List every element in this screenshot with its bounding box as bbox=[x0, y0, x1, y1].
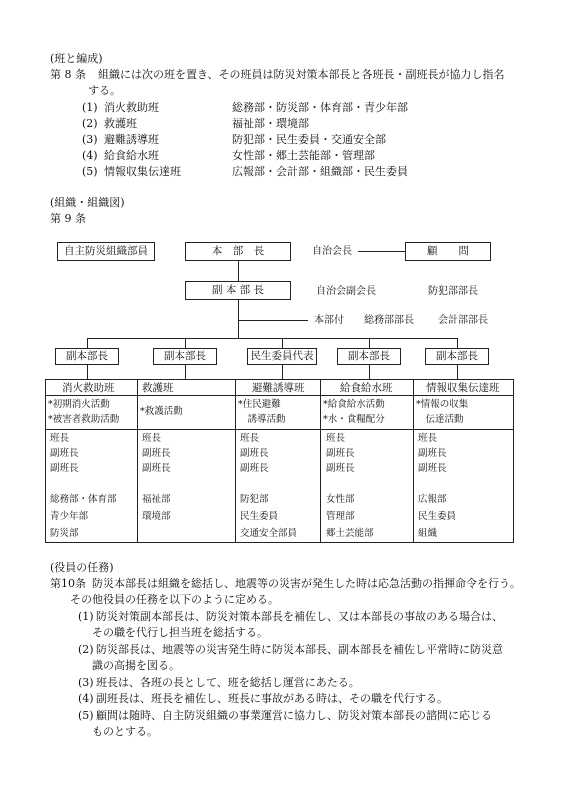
team-activity: 誘導活動 bbox=[238, 414, 286, 425]
team-role: 副班長 bbox=[50, 448, 79, 459]
team-role: 班長 bbox=[240, 433, 260, 444]
team-dept: 総務部・体育部 bbox=[50, 494, 117, 505]
team-dept: 管理部 bbox=[326, 511, 355, 522]
table-rule bbox=[45, 429, 514, 430]
team-members: 総務部・防災部・体育部・青少年部 bbox=[232, 101, 408, 114]
section-heading-org: (組織・組織図) bbox=[50, 196, 125, 209]
duty-text: 防災部長は、地震等の災害発生時に防災本部長、副本部長を補佐し平常時に防災意 bbox=[96, 643, 503, 656]
org-council-chair: 自治会長 bbox=[312, 246, 352, 257]
team-members: 防犯部・民生委員・交通安全部 bbox=[232, 133, 386, 146]
team-role: 副班長 bbox=[240, 448, 269, 459]
duty-text: 識の高揚を図る。 bbox=[92, 659, 180, 672]
connector-line bbox=[87, 338, 88, 348]
connector-line bbox=[457, 365, 458, 379]
team-activity: *被害者救助活動 bbox=[48, 414, 120, 425]
org-council-vice: 自治会副会長 bbox=[316, 286, 376, 297]
connector-line bbox=[87, 338, 457, 339]
org-box-chief: 本 部 長 bbox=[185, 242, 291, 261]
team-activity: *給食給水活動 bbox=[323, 399, 385, 410]
duty-number: (2) bbox=[78, 643, 94, 656]
article-8-text-line1: 組織には次の班を置き、その班員は防災対策本部長と各班長・副班長が協力し指名 bbox=[98, 68, 505, 81]
table-rule bbox=[45, 395, 514, 396]
duty-text: ものとする。 bbox=[92, 725, 158, 738]
org-box-welfare-rep: 民生委員代表 bbox=[247, 348, 317, 365]
org-box-deputy: 副本部長 bbox=[337, 348, 401, 365]
org-box-advisor: 顧 問 bbox=[405, 242, 491, 261]
team-number: (5) bbox=[82, 165, 98, 178]
table-rule bbox=[413, 379, 414, 543]
team-activity: *水・食糧配分 bbox=[323, 414, 385, 425]
team-activity: *住民避難 bbox=[238, 399, 281, 410]
team-dept: 防犯部 bbox=[240, 494, 269, 505]
team-members: 広報部・会計部・組織部・民生委員 bbox=[232, 165, 408, 178]
org-accounting: 会計部部長 bbox=[438, 315, 488, 326]
table-rule bbox=[320, 379, 321, 543]
team-dept: 福祉部 bbox=[142, 494, 171, 505]
team-members: 福祉部・環境部 bbox=[232, 117, 309, 130]
team-name: 給食給水班 bbox=[104, 149, 159, 162]
team-role: 副班長 bbox=[418, 448, 447, 459]
team-number: (1) bbox=[82, 101, 98, 114]
team-number: (2) bbox=[82, 117, 98, 130]
team-dept: 女性部 bbox=[326, 494, 355, 505]
article-10-intro-line2: その他役員の任務を以下のように定める。 bbox=[70, 593, 279, 606]
team-role: 副班長 bbox=[418, 463, 447, 474]
team-dept: 防災部 bbox=[50, 528, 79, 539]
org-general-affairs: 総務部部長 bbox=[364, 315, 414, 326]
team-role: 副班長 bbox=[142, 448, 171, 459]
team-activity: *初期消火活動 bbox=[48, 399, 110, 410]
connector-line bbox=[282, 338, 283, 348]
duty-text: その職を代行し担当班を総括する。 bbox=[92, 626, 268, 639]
org-box-deputy: 副本部長 bbox=[55, 348, 119, 365]
team-name: 救護班 bbox=[104, 117, 137, 130]
duty-text: 防災対策副本部長は、防災対策本部長を補佐し、又は本部長の事故のある場合は、 bbox=[96, 610, 503, 623]
article-label-9: 第 9 条 bbox=[50, 212, 86, 225]
team-role: 班長 bbox=[142, 433, 162, 444]
team-dept: 民生委員 bbox=[240, 511, 279, 522]
duty-text: 副班長は、班長を補佐し、班長に事故がある時は、その職を代行する。 bbox=[96, 692, 448, 705]
team-activity: *救護活動 bbox=[140, 406, 183, 417]
team-dept: 交通安全部員 bbox=[240, 528, 298, 539]
team-dept: 広報部 bbox=[418, 494, 447, 505]
table-rule bbox=[235, 379, 236, 543]
article-8-text-line2: する。 bbox=[88, 84, 121, 97]
team-activity: 伝達活動 bbox=[416, 414, 464, 425]
team-role: 副班長 bbox=[326, 463, 355, 474]
team-dept: 郷土芸能部 bbox=[326, 528, 374, 539]
duty-text: 顧問は随時、自主防災組織の事業運営に協力し、防災対策本部長の諮問に応じる bbox=[96, 709, 492, 722]
team-header: 情報収集伝達班 bbox=[426, 382, 500, 394]
team-header: 給食給水班 bbox=[340, 382, 393, 394]
connector-line bbox=[369, 338, 370, 348]
article-label-8: 第 8 条 bbox=[50, 68, 86, 81]
team-activity: *情報の収集 bbox=[416, 399, 469, 410]
team-name: 避難誘導班 bbox=[104, 133, 159, 146]
connector-line bbox=[238, 261, 239, 281]
article-label-10: 第10条 bbox=[50, 577, 86, 590]
org-box-deputy: 副本部長 bbox=[425, 348, 489, 365]
team-dept: 青少年部 bbox=[50, 511, 89, 522]
connector-line bbox=[282, 365, 283, 379]
connector-line bbox=[369, 365, 370, 379]
team-number: (3) bbox=[82, 133, 98, 146]
team-members: 女性部・郷土芸能部・管理部 bbox=[232, 149, 375, 162]
article-10-intro-line1: 防災本部長は組織を総括し、地震等の災害が発生した時は応急活動の指揮命令を行う。 bbox=[92, 577, 521, 590]
team-role: 副班長 bbox=[50, 463, 79, 474]
org-hq-attached: 本部付 bbox=[314, 315, 344, 326]
org-box-deputy: 副本部長 bbox=[153, 348, 217, 365]
team-name: 情報収集伝達班 bbox=[104, 165, 181, 178]
duty-number: (3) bbox=[78, 676, 94, 689]
connector-line bbox=[87, 365, 88, 379]
connector-line bbox=[457, 338, 458, 348]
org-crime-prevention: 防犯部部長 bbox=[428, 286, 478, 297]
team-header: 消火救助班 bbox=[62, 382, 115, 394]
team-header: 避難誘導班 bbox=[252, 382, 305, 394]
connector-line bbox=[238, 320, 308, 321]
section-heading-teams: (班と編成) bbox=[50, 52, 103, 65]
duty-text: 班長は、各班の長として、班を総括し運営にあたる。 bbox=[96, 676, 360, 689]
team-dept: 組織 bbox=[418, 528, 438, 539]
connector-line bbox=[358, 251, 405, 252]
duty-number: (1) bbox=[78, 610, 94, 623]
team-role: 班長 bbox=[326, 433, 346, 444]
team-name: 消火救助班 bbox=[104, 101, 159, 114]
team-role: 副班長 bbox=[240, 463, 269, 474]
duty-number: (5) bbox=[78, 709, 94, 722]
team-role: 副班長 bbox=[142, 463, 171, 474]
team-role: 班長 bbox=[50, 433, 70, 444]
connector-line bbox=[238, 300, 239, 338]
org-box-members: 自主防災組織部員 bbox=[57, 242, 155, 261]
team-role: 副班長 bbox=[326, 448, 355, 459]
org-box-vice-chief: 副 本 部 長 bbox=[185, 281, 291, 300]
team-dept: 民生委員 bbox=[418, 511, 457, 522]
team-dept: 環境部 bbox=[142, 511, 171, 522]
team-number: (4) bbox=[82, 149, 98, 162]
team-role: 班長 bbox=[418, 433, 438, 444]
connector-line bbox=[185, 338, 186, 348]
connector-line bbox=[185, 365, 186, 379]
duty-number: (4) bbox=[78, 692, 94, 705]
team-header: 救護班 bbox=[142, 382, 174, 394]
table-rule bbox=[137, 379, 138, 543]
section-heading-duties: (役員の任務) bbox=[50, 561, 114, 574]
